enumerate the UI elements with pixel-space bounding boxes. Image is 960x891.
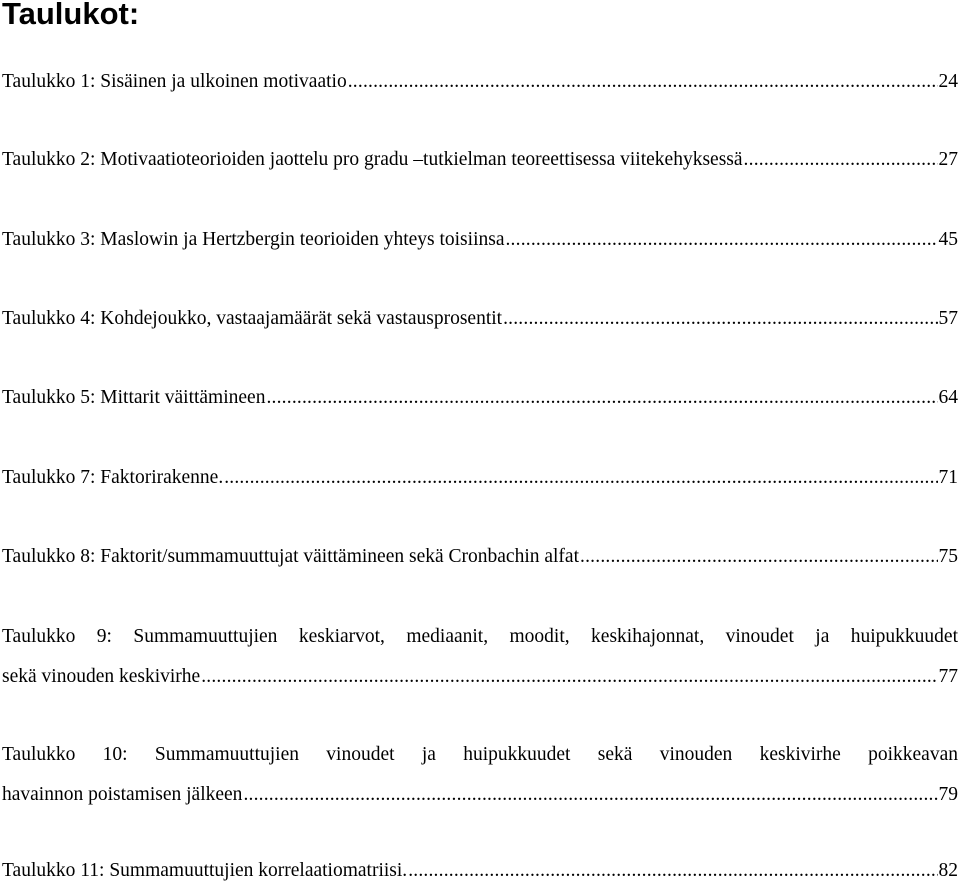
toc-line <box>2 62 958 102</box>
dot-leader <box>503 299 937 339</box>
toc-entry-text: sekä vinouden keskivirhe <box>2 666 201 687</box>
toc-page-number: 82 <box>938 860 958 881</box>
toc-entry-7 <box>2 537 958 577</box>
dot-leader <box>348 62 938 102</box>
toc-page-number: 27 <box>938 149 958 170</box>
toc-line: Taulukko 10: Summamuuttujien vinoudet ja huipukkuudet sekä vinouden keskivirhe poikkeavan <box>2 744 958 765</box>
toc-line <box>2 458 958 498</box>
toc-entry-1 <box>2 62 958 102</box>
toc-line <box>2 220 958 260</box>
toc-entry-text: Taulukko 7: Faktorirakenne. <box>2 467 224 488</box>
toc-entry-text: Taulukko 3: Maslowin ja Hertzbergin teorioiden yhteys toisiinsa <box>2 229 505 250</box>
toc-line <box>2 537 958 577</box>
toc-entry-text: Taulukko 5: Mittarit väittämineen <box>2 387 266 408</box>
dot-leader <box>580 537 937 577</box>
toc-entry-2 <box>2 140 958 180</box>
toc-line <box>2 657 958 697</box>
toc-line <box>2 851 958 891</box>
toc-page-number: 77 <box>938 666 958 687</box>
toc-line <box>2 378 958 418</box>
toc-entry-9 <box>2 735 958 815</box>
toc-line <box>2 299 958 339</box>
toc-entry-10 <box>2 851 958 891</box>
toc-entry-6 <box>2 458 958 498</box>
toc-page-number: 57 <box>938 308 958 329</box>
toc-entry-text: Taulukko 1: Sisäinen ja ulkoinen motivaatio <box>2 71 347 92</box>
dot-leader <box>408 851 937 891</box>
dot-leader <box>243 775 937 815</box>
toc-entry-5 <box>2 378 958 418</box>
dot-leader <box>744 140 938 180</box>
toc-entry-text: havainnon poistamisen jälkeen <box>2 784 243 805</box>
toc-line <box>2 140 958 180</box>
toc-page-number: 75 <box>938 546 958 567</box>
toc-entry-text: Taulukko 4: Kohdejoukko, vastaajamäärät sekä vastausprosentit <box>2 308 503 329</box>
dot-leader <box>201 657 937 697</box>
toc-entry-4 <box>2 299 958 339</box>
toc-line <box>2 775 958 815</box>
toc-entry-3 <box>2 220 958 260</box>
toc-page-number: 45 <box>938 229 958 250</box>
toc-page-number: 64 <box>938 387 958 408</box>
toc-entry-text: Taulukko 2: Motivaatioteorioiden jaottelu pro gradu –tutkielman teoreettisessa viitekehyksessä <box>2 149 743 170</box>
dot-leader <box>266 378 937 418</box>
toc-entry-text: Taulukko 8: Faktorit/summamuuttujat väittämineen sekä Cronbachin alfat <box>2 546 580 567</box>
toc-page-number: 24 <box>938 71 958 92</box>
toc-page-number: 79 <box>938 784 958 805</box>
page-title: Taulukot: <box>2 0 140 31</box>
dot-leader <box>224 458 937 498</box>
dot-leader <box>505 220 937 260</box>
toc-line: Taulukko 9: Summamuuttujien keskiarvot, mediaanit, moodit, keskihajonnat, vinoudet ja huipukkuudet <box>2 626 958 647</box>
toc-page-number: 71 <box>938 467 958 488</box>
toc-entry-text: Taulukko 11: Summamuuttujien korrelaatiomatriisi. <box>2 860 408 881</box>
toc-entry-8 <box>2 617 958 697</box>
